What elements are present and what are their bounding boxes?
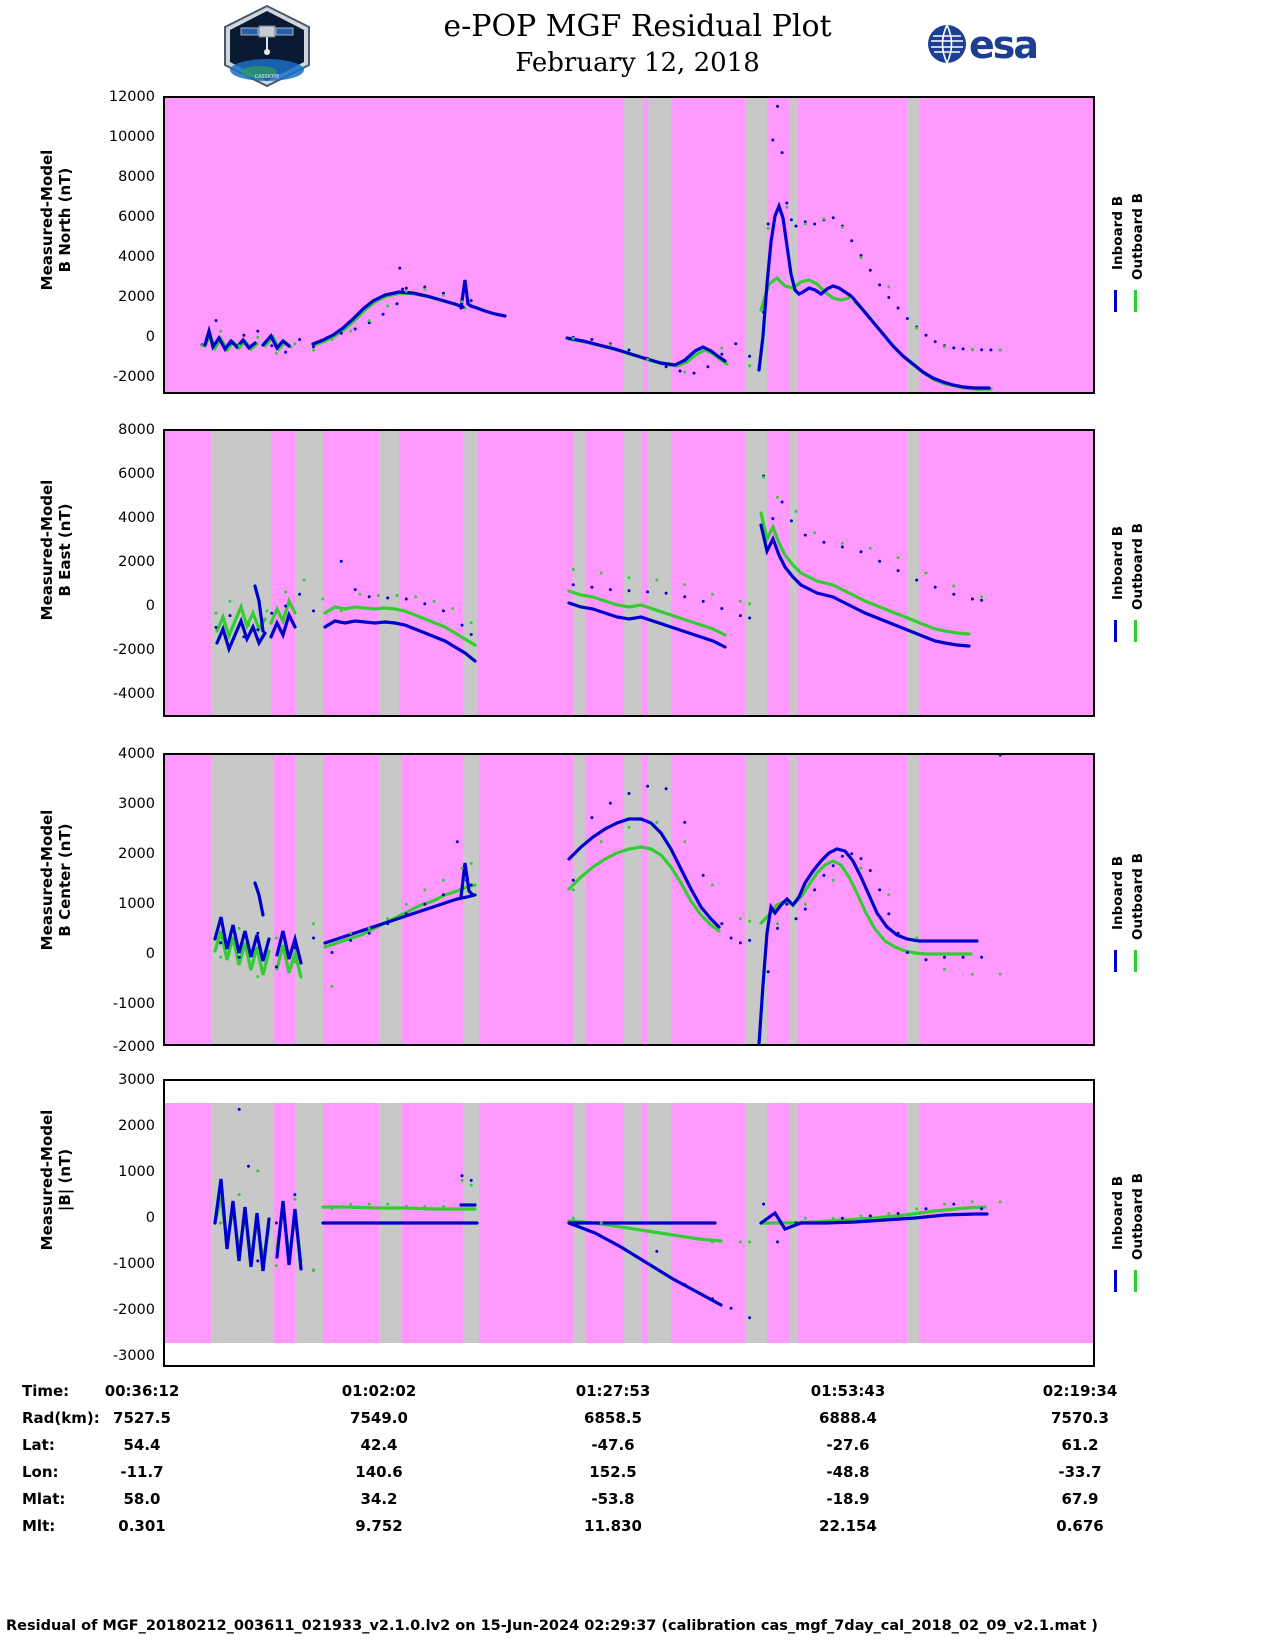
table-row [0,1405,1275,1432]
cell-time-2: 01:27:53 [575,1382,651,1400]
cell-mlat-3: -18.9 [826,1490,870,1508]
cell-time-0: 00:36:12 [104,1382,180,1400]
table-row [0,1486,1275,1513]
panel-b-north [163,96,1095,394]
ylabel-b-east: Measured-Model B East (nT) [38,479,74,621]
cell-time-3: 01:53:43 [810,1382,886,1400]
ylabel-b-center: Measured-Model B Center (nT) [38,809,74,951]
esa-logo-icon [925,20,1045,66]
plot-area-b-east [165,431,1093,715]
title-primary: e-POP MGF Residual Plot [443,9,832,44]
legend-swatch-outboard-b-center [1134,950,1137,972]
panel-b-center [163,753,1095,1046]
cell-lat-4: 61.2 [1061,1436,1099,1454]
table-row [0,1513,1275,1540]
legend-label-inboard-b-magnitude: Inboard B [1110,1176,1126,1250]
row-label-time: Time: [22,1382,70,1400]
residual-plot-page: CASSIOPE e-POP MGF Residual Plot February 12, 2018 esa Measured-Model B North (nT) 12000 10000 8000 6000 4000 2000 0 -2000 Inboard B Outboard B Measured-Model B East (nT) 8000 6000 4000 2000 0 -2000 -4000 Inboard B Outboard B Measured-Model B Center (nT) 4000 3000 2000 1000 0 -1000 -2000 Inboard B Outboard B Measured-Model |B| (nT) 3000 2000 1000 0 -1000 -2000 -3000 Inboard B Outboard B Time: 00:36:12 01:02:02 01:27:53 01:53:43 02:19:34 Rad(km): 7527.5 7549.0 6858.5 6888.4 7570.3 Lat: 54.4 42.4 -47.6 -27.6 61.2 Lon: -11.7 140.6 152.5 -48.8 -33.7 Mlat: 58.0 34.2 -53.8 -18.9 67.9 Mlt: 0.301 9.752 11.830 22.154 0.676 Residual of MGF_20180212_003611_021933_v2.1.0.lv2 on 15-Jun-2024 02:29:37 (calibration cas_mgf_7day_cal_2018_02_09_v2.1.mat ) [0,0,1275,1650]
cell-mlt-2: 11.830 [584,1517,642,1535]
table-row [0,1432,1275,1459]
table-row [0,1378,1275,1405]
cell-lon-4: -33.7 [1058,1463,1102,1481]
title-date: February 12, 2018 [515,48,760,78]
legend-b-magnitude [1102,1120,1158,1340]
cell-rad-3: 6888.4 [819,1409,877,1427]
row-label-mlt: Mlt: [22,1517,56,1535]
esa-wordmark: esa [969,23,1038,67]
cell-lat-2: -47.6 [591,1436,635,1454]
cell-lon-2: 152.5 [589,1463,637,1481]
cell-time-4: 02:19:34 [1042,1382,1118,1400]
legend-label-inboard-b-east: Inboard B [1110,526,1126,600]
cell-rad-1: 7549.0 [350,1409,408,1427]
cell-lon-0: -11.7 [120,1463,164,1481]
cell-lat-3: -27.6 [826,1436,870,1454]
legend-label-outboard-b-north: Outboard B [1130,193,1146,280]
cell-rad-4: 7570.3 [1051,1409,1109,1427]
cell-mlat-2: -53.8 [591,1490,635,1508]
legend-swatch-outboard-b-east [1134,620,1137,642]
plot-area-b-magnitude [165,1081,1093,1365]
legend-swatch-inboard-b-center [1114,950,1117,972]
legend-swatch-inboard-b-north [1114,290,1117,312]
svg-text:CASSIOPE: CASSIOPE [254,74,280,80]
legend-label-outboard-b-center: Outboard B [1130,853,1146,940]
row-label-lat: Lat: [22,1436,55,1454]
cell-time-1: 01:02:02 [341,1382,417,1400]
legend-label-outboard-b-east: Outboard B [1130,523,1146,610]
cell-rad-2: 6858.5 [584,1409,642,1427]
legend-b-center [1102,800,1158,1020]
legend-swatch-inboard-b-east [1114,620,1117,642]
cell-lon-1: 140.6 [355,1463,403,1481]
legend-swatch-outboard-b-magnitude [1134,1270,1137,1292]
legend-label-inboard-b-north: Inboard B [1110,196,1126,270]
legend-b-east [1102,470,1158,690]
legend-swatch-outboard-b-north [1134,290,1137,312]
cell-mlat-4: 67.9 [1061,1490,1099,1508]
cell-mlat-1: 34.2 [360,1490,398,1508]
row-label-lon: Lon: [22,1463,59,1481]
orbit-parameter-table [0,1378,1275,1540]
legend-swatch-inboard-b-magnitude [1114,1270,1117,1292]
plot-area-b-north [165,98,1093,392]
legend-label-outboard-b-magnitude: Outboard B [1130,1173,1146,1260]
panel-b-east [163,429,1095,717]
page-title [0,8,1275,80]
cell-mlt-1: 9.752 [355,1517,403,1535]
legend-label-inboard-b-center: Inboard B [1110,856,1126,930]
row-label-mlat: Mlat: [22,1490,66,1508]
row-label-rad: Rad(km): [22,1409,100,1427]
cell-mlt-0: 0.301 [118,1517,166,1535]
plot-area-b-center [165,755,1093,1044]
panel-b-magnitude [163,1079,1095,1367]
cell-lat-0: 54.4 [123,1436,161,1454]
page-header [0,0,1275,92]
cell-lon-3: -48.8 [826,1463,870,1481]
ylabel-b-magnitude: Measured-Model |B| (nT) [38,1109,74,1251]
cell-mlt-3: 22.154 [819,1517,877,1535]
ylabel-b-north: Measured-Model B North (nT) [38,149,74,291]
legend-b-north [1102,140,1158,360]
cell-mlat-0: 58.0 [123,1490,161,1508]
cell-lat-1: 42.4 [360,1436,398,1454]
cell-rad-0: 7527.5 [113,1409,171,1427]
figure-caption: Residual of MGF_20180212_003611_021933_v2.1.0.lv2 on 15-Jun-2024 02:29:37 (calibration cas_mgf_7day_cal_2018_02_09_v2.1.mat ) [6,1618,1098,1634]
table-row [0,1459,1275,1486]
cell-mlt-4: 0.676 [1056,1517,1104,1535]
